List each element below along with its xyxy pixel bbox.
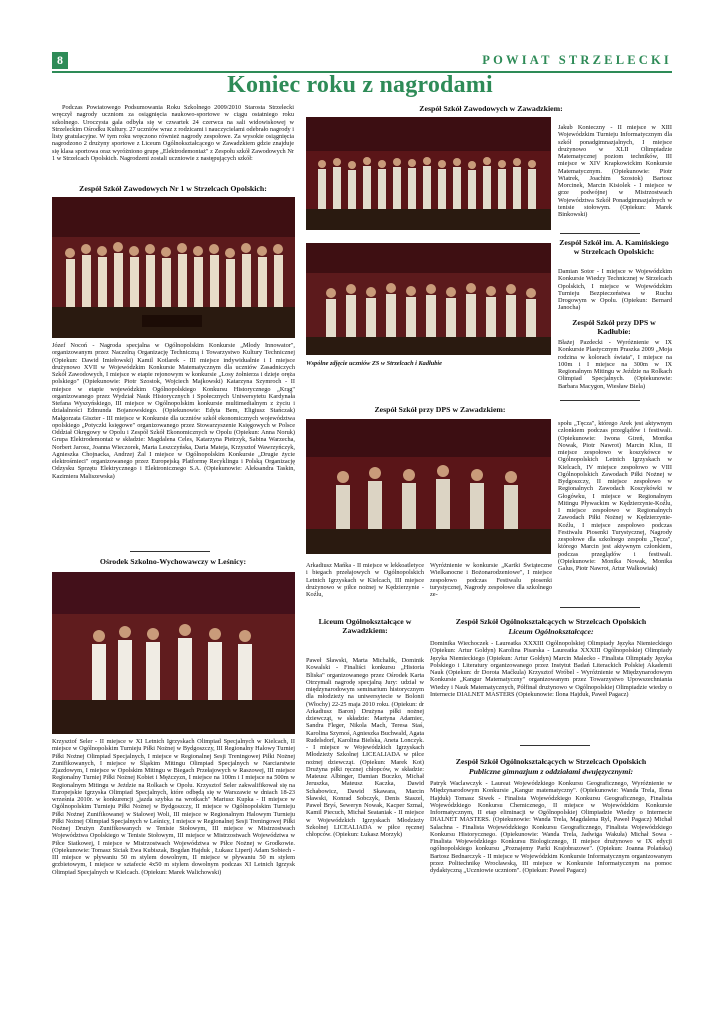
s7-heading: Liceum Ogólnokształcące w Zawadzkiem: xyxy=(318,617,412,635)
award-photo-zsz1 xyxy=(52,197,295,338)
s8-heading: Zespół Szkół Ogólnokształcących w Strzelcach Opolskich xyxy=(455,617,647,626)
s9-subheading: Publiczne gimnazjum z oddziałami dwujęzycznymi: xyxy=(468,767,634,776)
s1-text: Józef Nocoń - Nagroda specjalna w Ogólnopolskim Konkursie „Młody Innowator", organizowanym przez Naczelną Organizację Techniczną i Towarzystwo Kultury Technicznej (Opiekun: Dawid Imiełowski) Kamil Kotlarek - III miejsce indywidualnie i I miejsce drużynowo XVII w Wojewódzkim Konkursie Matematycznym dla uczniów Zasadniczych Szkół Zawodowych, I miejsce w etapie rejonowym w konkursie „Losy żołnierza i dzieje oręża polskiego" (Opiekunowie: Piotr Szostok, Wojciech Majkowski) Katarzyna Szymroch - II miejsce w etapie wojewódzkim Ogólnopolskiego Konkursu Historycznego „Krąg" organizowanego przez Wydział Nauk Historycznych i Społecznych Uniwersytetu Kardynała Stefana Wyszyńskiego, III miejsce w Ogólnopolskim konkursie multimedialnym z życiu i działalności Edmunda Bojanowskiego. (Opiekunowie: Edyta Bem, Eligiusz Stańczak) Małgorzata Giszter - III miejsce w Konkursie dla uczniów szkół ekonomicznych województwa opolskiego „Potyczki księgowe" organizowanego przez Stowarzyszenie Księgowych w Polsce Oddział Okręgowy w Opolu i Zespół Szkół Ekonomicznych w Opolu (Opiekun: Anna Noruk) Grupa Elektrodemontaż w składzie: Magdalena Celes, Katarzyna Pietrzyk, Sabina Warzecha, Norbert Jarosz, Joanna Wieczorek, Marta Leszczyńska, Daria Mateja, Krzysztof Wawrzyńczyk, Agnieszka Chojnacka, Andrzej Żal I miejsce w Ogólnopolskim Konkursie „Drugie życie elektrośmieci" organizowanego przez Europejską Platformę Recyklingu i Polską Organizację Odzysku Sprzętu Elektrycznego i Elektronicznego S.A. (Opiekunowie: Aleksandra Taskin, Kazimiera Maliszewska) xyxy=(52,342,295,480)
article-title: Koniec roku z nagrodami xyxy=(227,72,493,98)
award-photo-dps-zawadzkie xyxy=(306,419,551,554)
intro-text: Podczas Powiatowego Podsumowania Roku Szkolnego 2009/2010 Starosta Strzelecki wręczył nagrody uczniom za osiągnięcia naukowo-sportowe w ciągu ostatniego roku szkolnego. Uroczysta gala odbyła się w czwartek 24 czerwca na sali widowiskowej w Strzeleckim Ośrodku Kultury. 27 uczniów wraz z rodzicami i nauczycielami odebrało nagrody i listy gratulacyjne. W tym roku wręczono również nagrody zespołowe. Za wysokie osiągnięcia nagrodzono 2 drużyny sportowe z Liceum Ogólnokształcącego w Zawadzkiem gdzie znajduje się klasa sportowa oraz wyróżniono grupę „Elektrodemontaż" z Zespołu szkół Zawodowych Nr 1 w Strzelcach Opolskich. Nagrodzeni zostali uczniowie z następujących szkół: xyxy=(52,104,294,162)
s4-text: Damian Sotor - I miejsce w Wojewódzkim Konkursie Wiedzy Technicznej w Strzelcach Opolskich, I miejsce w Wojewódzkim Turnieju Bezpieczeństwa w Ruchu Drogowym w Opolu. (Opiekun: Bernard Janocha) xyxy=(558,268,672,312)
s1-heading: Zespół Szkół Zawodowych Nr 1 w Strzelcach Opolskich: xyxy=(79,184,267,193)
s2-heading: Ośrodek Szkolno-Wychowawczy w Leśnicy: xyxy=(99,557,247,566)
separator xyxy=(560,607,640,608)
award-photo-zs-joint xyxy=(306,243,551,355)
separator xyxy=(560,400,640,401)
s3-heading: Zespół Szkół Zawodowych w Zawadzkiem: xyxy=(419,104,563,113)
s4-heading: Zespół Szkół im. A. Kamińskiego w Strzelcach Opolskich: xyxy=(559,238,669,256)
separator xyxy=(520,745,590,746)
s9-text: Patryk Waclawczyk - Laureat Wojewódzkiego Konkursu Geograficznego, Wyróżnienie w Międzynarodowym Konkursie „Kangur matematyczny". (Opiekunowie: Wanda Trela, Ilona Hajduk) Tomasz Siwek - Finalista Wojewódzkiego Konkursu Geograficznego, Finalista Wojewódzkiego Konkursu Chemicznego, II miejsce w Wojewódzkim Konkursie Informatycznym, II etap eliminacji w Ogólnopolskiej Olimpiadzie Wiedzy o Internecie DIALNET MASTERS. (Opiekunowie: Wanda Trela, Magdalena Ryl, Paweł Pagacz) Michał Salachna - Finalista Wojewódzkiego Konkursu Geograficznego, Finalista Wojewódzkiego Konkursu Historycznego. (Opiekunowie: Wanda Trela, Jadwiga Wakuła) Michał Sowa - Finalista Wojewódzkiego Konkursu Biologicznego, II miejsce drużynowo w IX edycji ogólnopolskiego konkursu „Poznajemy Parki Krajobrazowe". (Opiekun: Joanna Polańska) Bartosz Bednarczyk - II miejsce w Wojewódzkim Konkursie Informatycznym organizowanym przez Politechnikę Wrocławską, III miejsce w Konkursie Informatycznym na pomoc dydaktyczną „Uczniowie uczniom". (Opiekun: Paweł Pagacz) xyxy=(430,780,672,874)
s8-text: Dominika Wiechoczek - Laureatka XXXIII Ogólnopolskiej Olimpiady Języka Niemieckiego (Opiekun: Artur Goldyn) Karolina Pisarska - Laureatka XXXIII Ogólnopolskiej Olimpiady Języka Niemieckiego (Opiekun: Artur Goldyn) Marcin Malecko - Finalista Olimpiady Języka Polskiego i Literatury organizowanego przez Instytut Badań Literackich Polskiej Akademii Nauk (Opiekun: dr Dorota Maćkula) Krzysztof Wróbel - Wyróżnienie w Międzynarodowym Konkursie „Kangur Matematyczny" organizowanym przez Towarzystwo Upowszechniania Wiedzy i Nauk Matematycznych, Półfinał drużynowo w Ogólnopolskiej Olimpiadzie wiedzy o Internecie DIALNET MASTERS (Opiekunowie: Ilona Hajduk, Paweł Pagacz) xyxy=(430,640,672,698)
s6-text-left: Arkadiusz Mańka - II miejsce w lekkoatletyce i biegach przełajowych w Ogólnopolskich Letnich Igrzyskach w Kielcach, III miejsce drużynowo w piłce nożnej w Kędzierzynie -Koźlu, xyxy=(306,562,424,598)
s6-heading: Zespół Szkół przy DPS w Zawadzkiem: xyxy=(374,405,506,414)
separator xyxy=(560,233,640,234)
photo-caption: Wspólne zdjęcie uczniów ZS w Strzelcach i Kadłubie xyxy=(306,360,442,367)
s2-text: Krzysztof Seler - II miejsce w XI Letnich Igrzyskach Olimpiad Specjalnych w Kielcach, II miejsce w Ogólnopolskim Turnieju Piłki Nożnej w Bydgoszczy, III Regionalny Halowy Turniej Piłki Nożnej Olimpiad Specjalnych, I miejsce w Regionalnej Sesji Treningowej Piłki Nożnej Zunifikowanych, I miejsce w Śląskim Mitingu Olimpiad Specjalnych w Narciarstwie Zjazdowym, I miejsce w Opolskim Mitingu w Biegach Przełajowych w Raszowej, III miejsce Regionalny Turniej Piłki Nożnej Kobiet i Mężczyzn, I miejsce na 100m i I miejsce na 500m w Regionalnym Mitingu w Jeżdzie na Rolkach w Opolu. Krzysztof Seler zakwalifikował się na Europejskie Igrzyska Olimpiad Specjalnych, które odbędą się w Warszawie w dniach 18-23 września 2010r. w konkurencji „jazda szybka na wrotkach" Mariusz Kupka - II miejsce w Ogólnopolskim Turnieju Piłki Nożnej w Bydgoszczy, II miejsce w Ogólnopolskim Turnieju Piłki Nożnej Zunifikowanej w Stalowej Woli, III miejsce w Regionalnym Halowym Turnieju Piłki Nożnej Olimpiad Specjalnych w Leśnicy, I miejsce w Regionalnej Sesji Treningowej Piłki Nożnej Drużyn Zunifikowanych w Tenisie Stołowym, III miejsce w Mistrzostwach Województwa Opolskiego w Tenisie Stołowym, III miejsce w Mistrzostwach Województwa w Piłce Siatkowej, I miejsce w Mistrzostwach Województwa w Piłce Nożnej w Grodkowie. (Opiekunowie: Tomasz Siciak Ewa Kubiszak, Bogdan Hajduk , Łukasz Lipert) Adam Sobiech - III miejsce w pływaniu 50 m stylem dowolnym, II miejsce w pływaniu 50 m stylem grzbietowym, I miejsce w sztafecie 4x50 m stylem dowolnym podczas XI Letnich Igrzysk Olimpiad Specjalnych w Kielcach. (Opiekun: Marek Walichowski) xyxy=(52,738,295,876)
s9-heading: Zespół Szkół Ogólnokształcących w Strzelcach Opolskich xyxy=(455,757,647,766)
award-photo-osw xyxy=(52,572,295,734)
s6-text-right: społu „Tęcza", którego Arek jest aktywnym członkiem podczas przeglądów i festiwali. (Opiekunowie: Iwona Gireń, Monika Nowak, Piotr Nawrot) Marcin Klus, II miejsce zespołowo w koszykówce w Ogólnopolskich Letnich Igrzyskach w Kielcach, IV miejsce zespołowo w VIII Ogólnopolskich Zawodach Piłki Nożnej w Bydgoszczy, II miejsce zespołowo w Regionalnych Zawodach Koszykówki w Głogówku, I miejsce w Regionalnym Mitingu Pływackim w Kędzierzynie-Koźlu, I miejsce zespołowo w Regionalnych Zawodach Piłki Nożnej w Kędzierzynie-Koźlu, I miejsce zespołowo podczas Festiwalu Piosenki Turystycznej, Nagrody zespołowe dla szkolnego zespołu „Tęcza", którego Marcin jest aktywnym członkiem, podczas przeglądów i festiwali. (Opiekunowie: Monika Nowak, Monika Galus, Piotr Nawrot, Artur Walkowiak) xyxy=(558,420,672,572)
s6-text-mid: Wyróżnienie w konkursie „Kartki Świąteczne Wielkanocne i Bożonarodzeniowe", I miejsce zespołowo podczas Festiwalu piosenki turystycznej, Nagrody zespołowe dla szkolnego ze- xyxy=(430,562,552,598)
page-number: 8 xyxy=(52,52,68,69)
award-photo-zsz-zawadzkie xyxy=(306,117,551,230)
separator xyxy=(130,551,210,552)
s5-heading: Zespół Szkół przy DPS w Kadłubie: xyxy=(572,318,656,336)
s7-text: Paweł Sławski, Marta Michalik, Dominik Kowalski - Finaliści konkursu „Historia Bliska" organizowanego przez Ośrodek Karta Otrzymali nagrodę specjalną Jury: udział w międzynarodowym seminarium historycznym dla młodzieży na uniwersytecie w Bolonii (Włochy) 22-25 maja 2010 roku. (Opiekun: dr Arkadiusz Baron) Drużyna piłki nożnej dziewcząt, w składzie: Martyna Adamiec, Sandra Fleger, Nikola Mach, Teresa Staś, Karolina Szymoś, Agnieszka Buchwald, Agata Rudelsdorf, Karolina Bielska, Aneta Lonczyk. - I miejsce w Wojewódzkich Igrzyskach Młodzieży Szkolnej LICEALIADA w piłce nożnej dziewcząt. (Opiekun: Marek Kot) Drużyna piłki ręcznej chłopców, w składzie: Mateusz Albinger, Damian Buczko, Michał Jeruszka, Mateusz Kaczka, Dawid Schabowicz, Dawid Skawara, Marcin Sławski, Konrad Sobczyk, Denis Staszel, Paweł Bryś, Seweryn Nowak, Kacper Szmal, Kamil Piecuch, Michał Seataniak - II miejsce w Wojewódzkich Igrzyskach Młodzieży Szkolnej LICEALIADA w piłce ręcznej chłopców. (Opiekun: Łukasz Morzyk) xyxy=(306,657,424,838)
s5-text: Błażej Pazdecki - Wyróżnienie w IX Konkursie Plastycznym Praszka 2009 „Moja rodzina w kolorach świata", I miejsce na 100m i I miejsce na 300m w IX Regionalnym Mitingu w Jeździe na Rolkach Olimpiad Specjalnych. (Opiekunowie: Barbara Macygon, Wiesław Biela) xyxy=(558,339,672,390)
s3-text: Jakub Konieczny - II miejsce w XIII Wojewódzkim Turnieju Informatycznym dla szkół ponadgimnazjalnych, I miejsce drużynowo w XLII Olimpiadzie Matematycznej poziom techników, III miejsce w XIV Krapkowickim Konkursie Matematycznym. (Opiekunowie: Piotr Wiatrek, Joachim Szostok) Bartosz Morcinek, Marcin Kisiolek - I miejsce w grze podwójnej w Mistrzostwach Województwa Szkół Ponadgimnazjalnych w tenisie stołowym. (Opiekun: Marek Binkowski) xyxy=(558,124,672,218)
publication-name: POWIAT STRZELECKI xyxy=(482,53,672,67)
s8-subheading: Liceum Ogólnokształcące: xyxy=(508,627,594,636)
